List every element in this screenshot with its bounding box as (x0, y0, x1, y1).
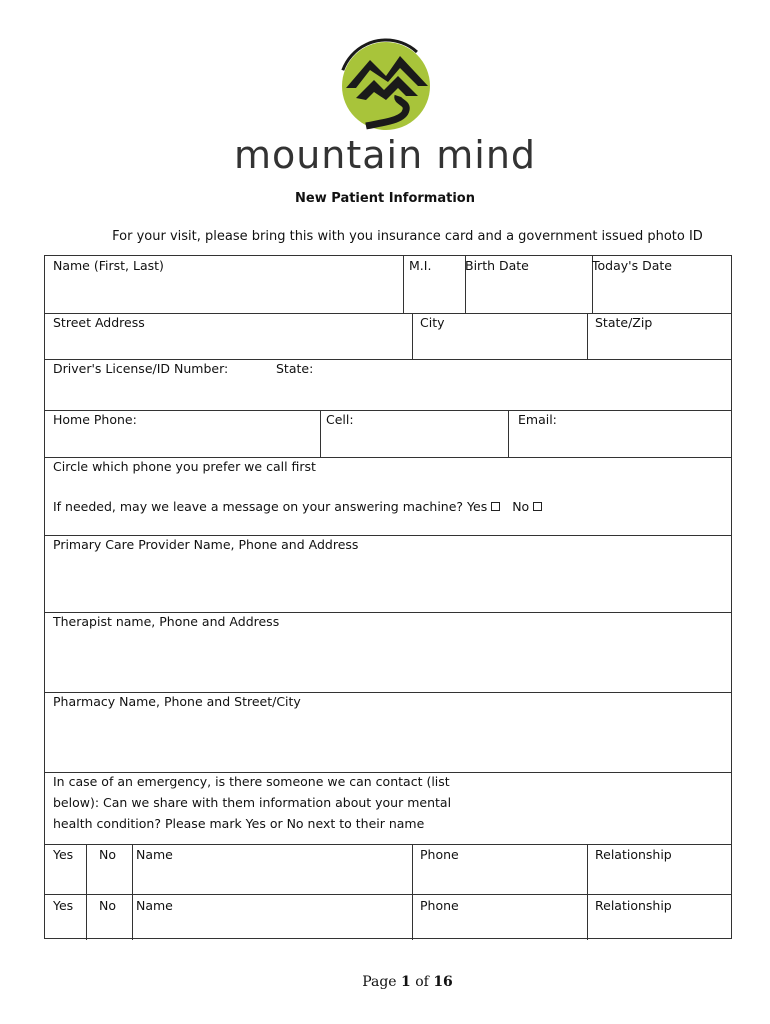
pharmacy-field[interactable] (45, 692, 733, 772)
phone-label: Phone (420, 898, 459, 913)
contact-2-name[interactable] (132, 894, 412, 940)
pharmacy-label: Pharmacy Name, Phone and Street/City (53, 694, 301, 709)
license-field[interactable] (45, 359, 733, 410)
emergency-line-2: below): Can we share with them information about your mental (53, 795, 452, 810)
license-state-label: State: (276, 361, 314, 376)
cell-phone-field[interactable] (320, 410, 508, 457)
birth-date-label: Birth Date (465, 258, 529, 273)
yes-label: Yes (53, 898, 74, 913)
emergency-line-1: In case of an emergency, is there someone we can contact (list (53, 774, 450, 789)
no-label: No (99, 898, 116, 913)
state-zip-field[interactable] (587, 313, 733, 359)
phone-preference-section (45, 457, 733, 535)
contact-2-phone[interactable] (412, 894, 587, 940)
page-title: New Patient Information (295, 191, 475, 206)
name-label: Name (First, Last) (53, 258, 164, 273)
page-of: of (415, 974, 429, 990)
emergency-line-3: health condition? Please mark Yes or No next to their name (53, 816, 425, 831)
birth-date-field[interactable] (465, 256, 592, 313)
message-label: If needed, may we leave a message on your answering machine? Yes (53, 499, 488, 514)
primary-care-field[interactable] (45, 535, 733, 612)
relationship-label: Relationship (595, 898, 672, 913)
todays-date-label: Today's Date (592, 258, 672, 273)
contact-2-no[interactable] (86, 894, 132, 940)
contact-1-phone[interactable] (412, 844, 587, 894)
todays-date-field[interactable] (592, 256, 733, 313)
no-label: No (512, 499, 530, 514)
city-field[interactable] (412, 313, 587, 359)
city-label: City (420, 315, 445, 330)
mountain-logo (326, 36, 446, 136)
page-subtitle: For your visit, please bring this with you insurance card and a government issued photo ID (112, 229, 703, 244)
brand-wordmark (230, 128, 540, 184)
license-label: Driver's License/ID Number: (53, 361, 229, 376)
state-zip-label: State/Zip (595, 315, 653, 330)
mi-label: M.I. (409, 258, 432, 273)
cell-phone-label: Cell: (326, 412, 354, 427)
page-number: 1 (401, 974, 411, 990)
contact-2-relationship[interactable] (587, 894, 733, 940)
primary-care-label: Primary Care Provider Name, Phone and Address (53, 537, 359, 552)
home-phone-label: Home Phone: (53, 412, 137, 427)
circle-phone-label: Circle which phone you prefer we call first (53, 459, 316, 474)
contact-2-yes[interactable] (45, 894, 86, 940)
therapist-label: Therapist name, Phone and Address (53, 614, 280, 629)
emergency-contact-instructions (45, 772, 733, 844)
patient-form (44, 255, 732, 939)
name-label: Name (136, 898, 173, 913)
home-phone-field[interactable] (45, 410, 320, 457)
brand-name: mountain mind (233, 133, 537, 177)
street-address-label: Street Address (53, 315, 145, 330)
name-label: Name (136, 847, 173, 862)
relationship-label: Relationship (595, 847, 672, 862)
name-field[interactable] (45, 256, 403, 313)
contact-1-no[interactable] (86, 844, 132, 894)
contact-1-name[interactable] (132, 844, 412, 894)
contact-1-relationship[interactable] (587, 844, 733, 894)
contact-1-yes[interactable] (45, 844, 86, 894)
email-label: Email: (518, 412, 557, 427)
phone-label: Phone (420, 847, 459, 862)
email-field[interactable] (508, 410, 733, 457)
page-footer (0, 974, 770, 990)
street-address-field[interactable] (45, 313, 412, 359)
page-total: 16 (433, 974, 453, 990)
no-label: No (99, 847, 116, 862)
message-question (53, 499, 542, 515)
therapist-field[interactable] (45, 612, 733, 692)
no-checkbox[interactable] (533, 502, 542, 511)
page-prefix: Page (362, 974, 397, 990)
yes-checkbox[interactable] (491, 502, 500, 511)
mi-field[interactable] (403, 256, 465, 313)
yes-label: Yes (53, 847, 74, 862)
